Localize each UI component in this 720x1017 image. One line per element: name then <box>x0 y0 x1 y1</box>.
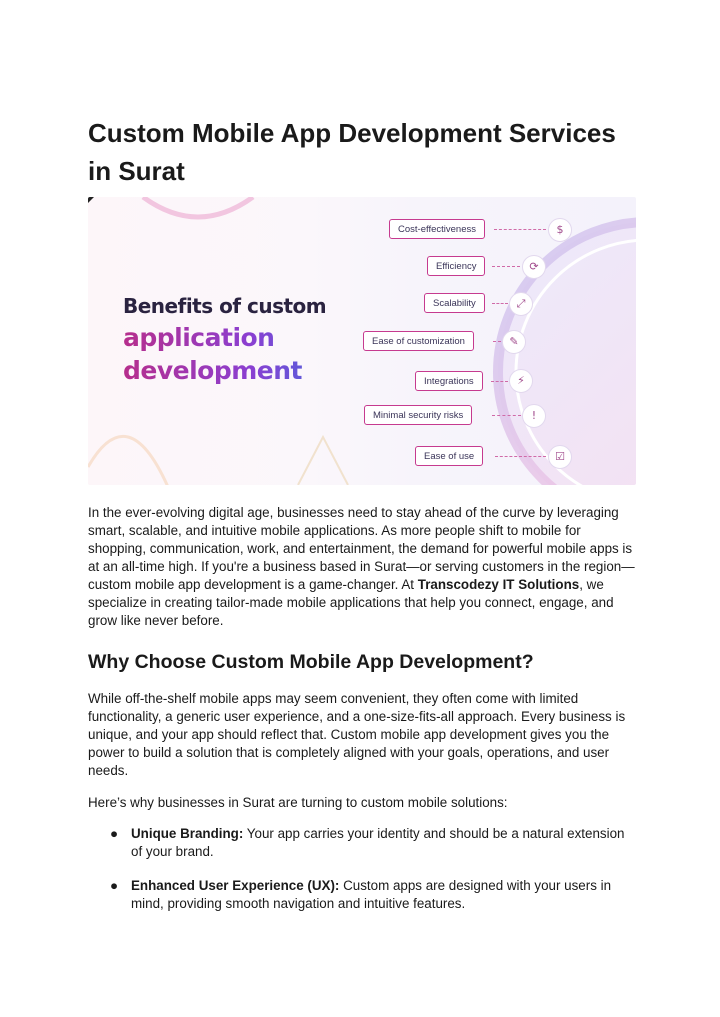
intro-text-after: , we specialize in creating tailor-made mobile applications that help you connect, engage, and grow like never before. <box>88 577 614 628</box>
benefit-label: Ease of customization <box>372 336 465 347</box>
connector-line <box>491 381 508 382</box>
list-item-description: Your app carries your identity and should be a natural extension of your brand. <box>131 826 625 859</box>
connector-line <box>493 341 501 342</box>
page-title: Custom Mobile App Development Services in Surat <box>88 118 616 186</box>
hero-heading <box>123 291 353 387</box>
ruler-pencil-icon: ✎ <box>502 330 526 354</box>
benefit-scalability <box>424 293 485 313</box>
benefit-label: Scalability <box>433 298 476 309</box>
list-item-term: Unique Branding: <box>131 826 244 841</box>
benefit-label: Ease of use <box>424 451 475 462</box>
intro-text-before: In the ever-evolving digital age, businesses need to stay ahead of the curve by leveraging smart, scalable, and intuitive mobile applications. As more people shift to mobile for shopping, communication, work, and entertainment, the demand for powerful mobile apps is at an all-time high. If you're a business based in Surat—or serving customers in the region—custom mobile app development is a game-changer. At <box>88 505 635 592</box>
checklist-icon: ☑ <box>548 445 572 469</box>
hero-heading-line3: development <box>123 354 353 387</box>
connector-line <box>495 456 546 457</box>
connector-line <box>492 303 508 304</box>
list-item-text <box>131 877 631 913</box>
bullet-dot: ● <box>110 878 119 893</box>
hero-heading-line2: application <box>123 321 353 354</box>
company-name: Transcodezy IT Solutions <box>417 577 580 592</box>
benefit-integrations <box>415 371 483 391</box>
hero-image <box>88 197 636 485</box>
benefit-efficiency <box>427 256 485 276</box>
bullet-dot: ● <box>110 826 119 841</box>
list-item-term: Enhanced User Experience (UX): <box>131 878 340 893</box>
connector-line <box>492 266 520 267</box>
dollar-lock-icon: $ <box>548 218 572 242</box>
resize-arrow-icon: ⤢ <box>509 292 533 316</box>
benefit-cost-effectiveness: Cost-effectiveness <box>389 219 485 239</box>
section-paragraph: While off-the-shelf mobile apps may seem convenient, they often come with limited functionality, a generic user experience, and a one-size-fits-all approach. Every business is unique, and your app should reflect that. Custom mobile app development gives you the power to build a solution that is completely aligned with your goals, operations, and user needs. <box>88 691 626 778</box>
connector-line <box>492 415 521 416</box>
section-heading: Why Choose Custom Mobile App Development? <box>88 651 534 673</box>
hero-heading-line1: Benefits of custom <box>123 294 327 318</box>
benefit-label: Integrations <box>424 376 474 387</box>
benefit-label: Efficiency <box>436 261 477 272</box>
connector-line <box>494 229 546 230</box>
intro-paragraph <box>88 504 636 630</box>
benefit-ease-of-use <box>415 446 483 466</box>
warning-icon: ! <box>522 404 546 428</box>
benefit-minimal-security-risks <box>364 405 472 425</box>
list-item-description: Custom apps are designed with your users in mind, providing smooth navigation and intuitive features. <box>131 878 612 911</box>
section-lead-in: Here’s why businesses in Surat are turning to custom mobile solutions: <box>88 795 508 810</box>
list-item-text <box>131 825 631 861</box>
benefit-label: Minimal security risks <box>373 410 464 421</box>
benefit-ease-of-customization <box>363 331 474 351</box>
plug-icon: ⚡ <box>509 369 533 393</box>
refresh-lightning-icon: ⟳ <box>522 255 546 279</box>
